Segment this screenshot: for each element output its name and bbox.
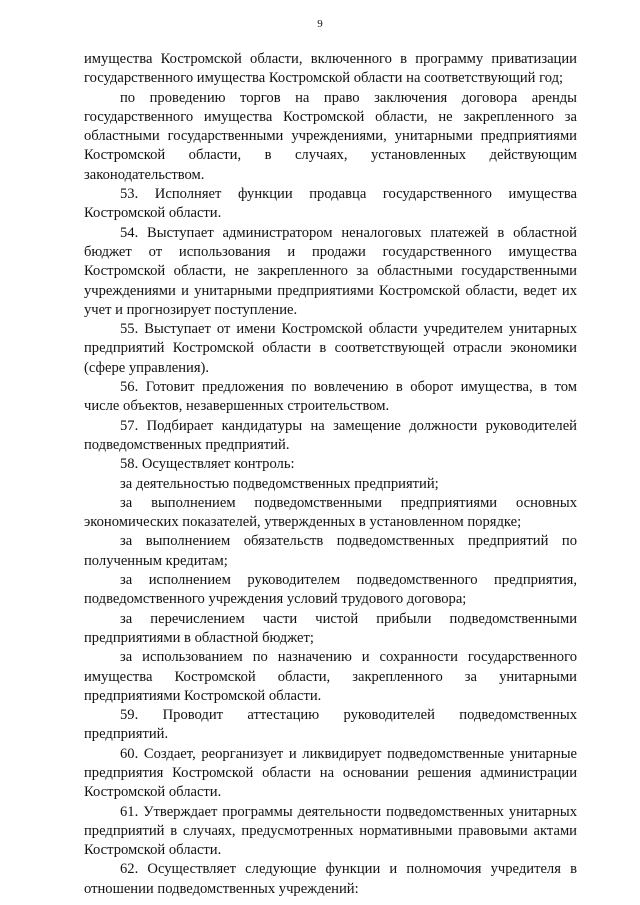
- paragraph-59: 59. Проводит аттестацию руководителей подведомственных предприятий.: [84, 707, 577, 743]
- page-number: 9: [317, 18, 323, 30]
- paragraph-56: 56. Готовит предложения по вовлечению в оборот имущества, в том числе объектов, незавершенных строительством.: [84, 379, 577, 415]
- paragraph-58-indicators: за выполнением подведомственными предприятиями основных экономических показателей, утвержденных в установленном порядке;: [84, 494, 577, 531]
- document-body: [84, 50, 577, 899]
- paragraph-62: 62. Осуществляет следующие функции и полномочия учредителя в отношении подведомственных учреждений:: [84, 861, 577, 897]
- paragraph-58-profit: за перечислением части чистой прибыли подведомственными предприятиями в областной бюджет;: [84, 610, 577, 646]
- paragraph-57: 57. Подбирает кандидатуры на замещение должности руководителей подведомственных предприятий.: [84, 417, 577, 453]
- paragraph-58-activities: за деятельностью подведомственных предприятий;: [120, 475, 439, 492]
- paragraph-auction-clause: по проведению торгов на право заключения договора аренды государственного имущества Костромской области, не закрепленного за областными государственными учреждениями, унитарными предприятиями Костромской области, в случаях, установленных действующим законодательством.: [84, 89, 577, 183]
- paragraph-55: 55. Выступает от имени Костромской области учредителем унитарных предприятий Костромской области в соответствующей отрасли экономики (сфере управления).: [84, 321, 577, 376]
- paragraph-58: 58. Осуществляет контроль:: [120, 456, 295, 473]
- paragraph-60: 60. Создает, реорганизует и ликвидирует подведомственные унитарные предприятия Костромской области на основании решения администрации Костромской области.: [84, 745, 577, 801]
- paragraph-58-property: за использованием по назначению и сохранности государственного имущества Костромской области, закрепленного за унитарными предприятиями Костромской области.: [84, 649, 577, 704]
- paragraph-53: 53. Исполняет функции продавца государственного имущества Костромской области.: [84, 186, 577, 222]
- paragraph-58-credits: за выполнением обязательств подведомственных предприятий по полученным кредитам;: [84, 533, 577, 569]
- paragraph-54: 54. Выступает администратором неналоговых платежей в областной бюджет от использования и продажи государственного имущества Костромской области, не закрепленного за областными государственными учреждениями и унитарными предприятиями Костромской области, ведет их учет и прогнозирует поступление.: [84, 224, 577, 318]
- paragraph-58-contract: за исполнением руководителем подведомственного предприятия, подведомственного учреждения условий трудового договора;: [84, 572, 577, 608]
- paragraph-61: 61. Утверждает программы деятельности подведомственных унитарных предприятий в случаях, предусмотренных нормативными правовыми актами Костромской области.: [84, 803, 577, 859]
- paragraph-continuation: имущества Костромской области, включенного в программу приватизации государственного имущества Костромской области на соответствующий год;: [84, 51, 577, 87]
